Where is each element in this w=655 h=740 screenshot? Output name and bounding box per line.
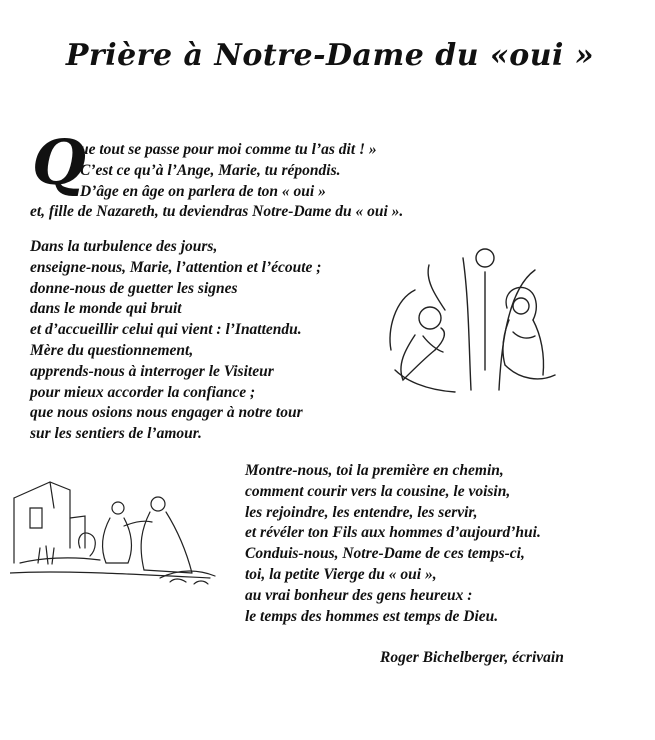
- stanza-2-line: Dans la turbulence des jours,: [30, 238, 218, 255]
- stanza-2-line: donne-nous de guetter les signes: [30, 279, 238, 297]
- stanza-3-line: au vrai bonheur des gens heureux :: [245, 586, 473, 604]
- stanza-2-line: Mère du questionnement,: [30, 341, 194, 359]
- stanza-3-line: et révéler ton Fils aux hommes d’aujourd’hui.: [245, 524, 541, 542]
- stanza-1-line: D’âge en âge on parlera de ton « oui »: [80, 182, 326, 200]
- stanza-1-line: et, fille de Nazareth, tu deviendras Notre-Dame du « oui ».: [30, 203, 404, 221]
- stanza-1-line: ue tout se passe pour moi comme tu l’as dit ! »: [80, 141, 377, 158]
- stanza-1: [30, 126, 404, 223]
- signature: Roger Bichelberger, écrivain: [380, 649, 564, 666]
- stanza-2-line: que nous osions nous engager à notre tour: [30, 404, 303, 422]
- annunciation-drawing-icon: [385, 240, 565, 405]
- stanza-3-line: les rejoindre, les entendre, les servir,: [245, 503, 478, 521]
- stanza-2-line: enseigne-nous, Marie, l’attention et l’écoute ;: [30, 258, 322, 276]
- stanza-3-line: le temps des hommes est temps de Dieu.: [245, 607, 499, 625]
- stanza-1-line: C’est ce qu’à l’Ange, Marie, tu répondis.: [80, 161, 341, 179]
- visitation-drawing-icon: [10, 478, 220, 593]
- stanza-2-line: et d’accueillir celui qui vient : l’Inattendu.: [30, 321, 302, 339]
- drop-cap: Q: [32, 126, 87, 199]
- stanza-3-line: comment courir vers la cousine, le voisin,: [245, 482, 511, 500]
- stanza-2: [30, 237, 321, 445]
- page-title: Prière à Notre-Dame du «oui »: [65, 38, 595, 73]
- stanza-3: [245, 461, 541, 627]
- stanza-3-line: toi, la petite Vierge du « oui »,: [245, 565, 437, 583]
- stanza-2-line: dans le monde qui bruit: [30, 300, 182, 318]
- stanza-3-line: Conduis-nous, Notre-Dame de ces temps-ci,: [245, 545, 525, 563]
- stanza-2-line: apprends-nous à interroger le Visiteur: [30, 362, 274, 380]
- stanza-2-line: sur les sentiers de l’amour.: [30, 425, 202, 443]
- stanza-2-line: pour mieux accorder la confiance ;: [30, 383, 256, 401]
- stanza-3-line: Montre-nous, toi la première en chemin,: [245, 462, 504, 479]
